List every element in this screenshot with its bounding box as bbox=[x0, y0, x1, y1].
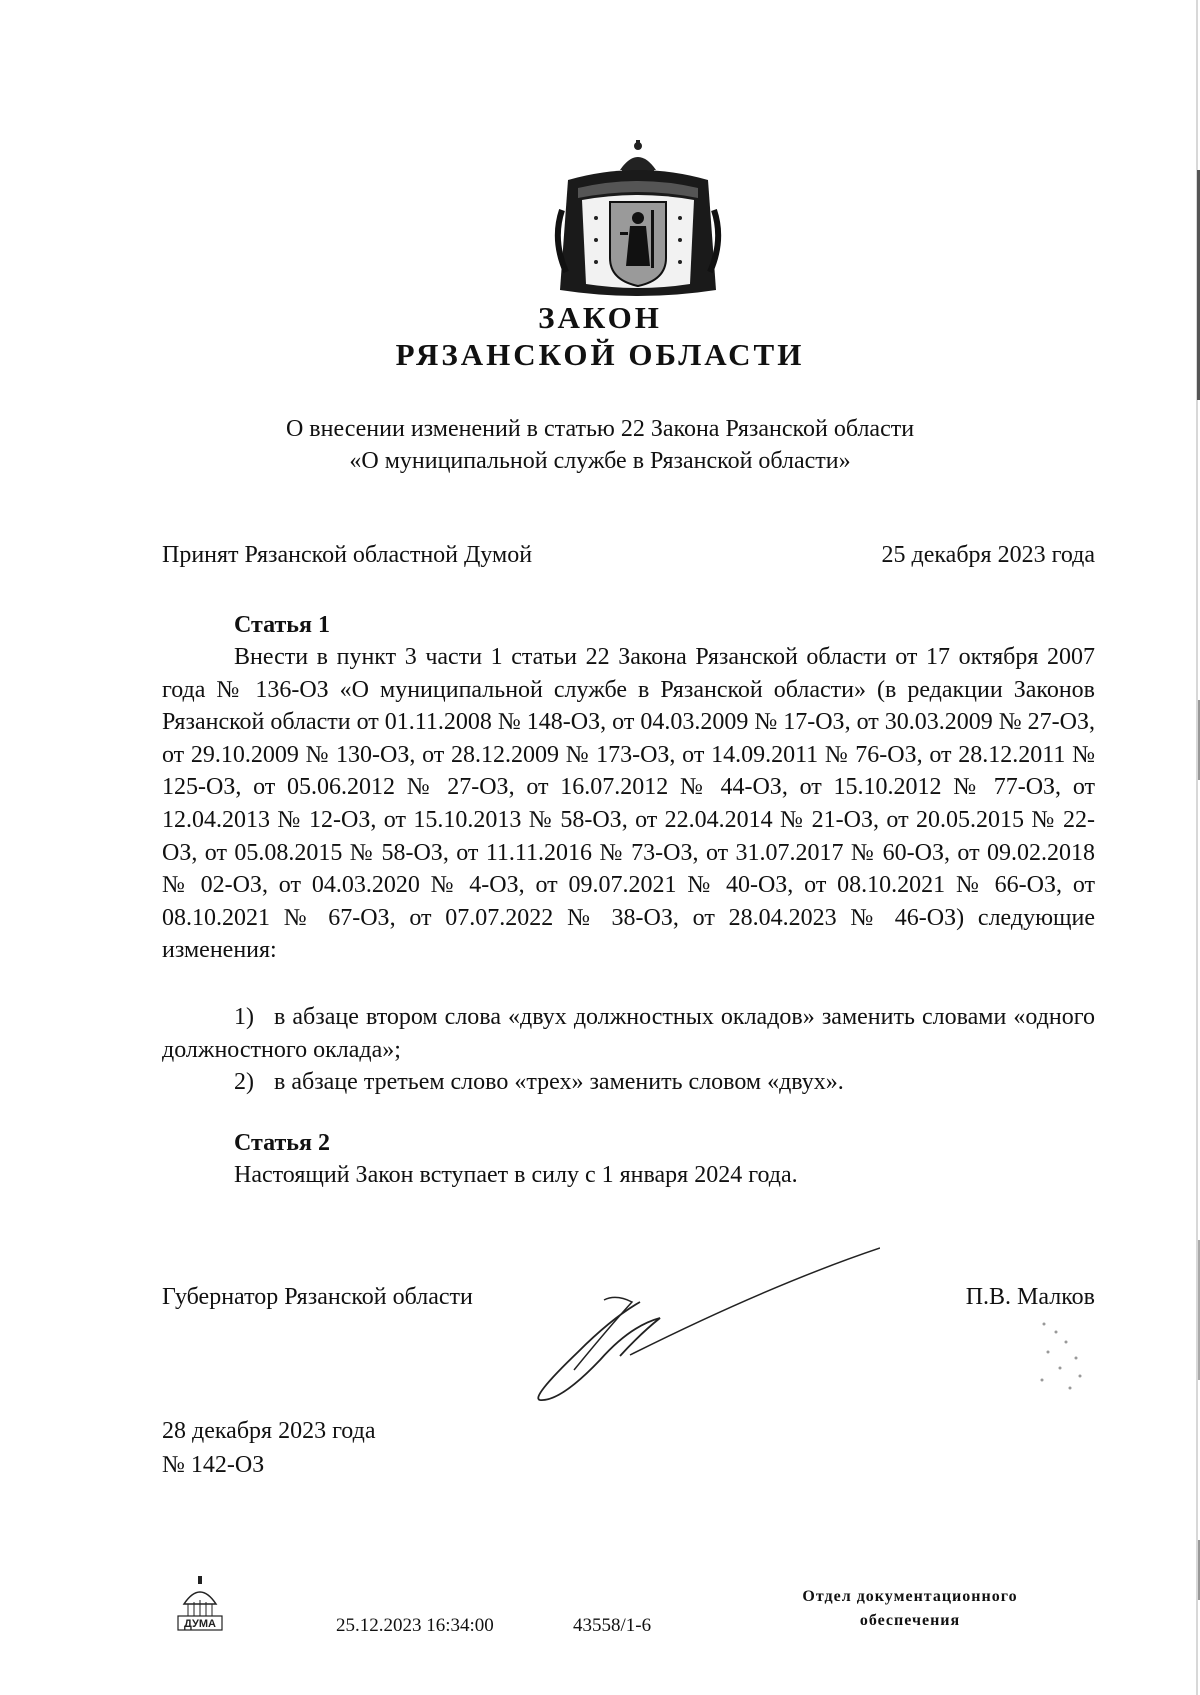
signatory-position: Губернатор Рязанской области bbox=[162, 1284, 473, 1310]
document-title-region: РЯЗАНСКОЙ ОБЛАСТИ bbox=[395, 337, 805, 372]
signing-info bbox=[162, 1414, 375, 1482]
item-text: в абзаце третьем слово «трех» заменить словом «двух». bbox=[274, 1069, 844, 1095]
duma-logo-icon bbox=[170, 1574, 230, 1632]
department-stamp bbox=[760, 1585, 1060, 1633]
article-2-heading: Статья 2 bbox=[234, 1130, 330, 1156]
handwritten-signature bbox=[520, 1230, 880, 1410]
law-number: № 142-ОЗ bbox=[162, 1452, 265, 1478]
adopted-by: Принят Рязанской областной Думой bbox=[162, 542, 533, 568]
article-1-text: Внести в пункт 3 части 1 статьи 22 Закона Рязанской области от 17 октября 2007 года № 136-ОЗ «О муниципальной службе в Рязанской области» (в редакции Законов Рязанской области от 01.11.2008 № 148-ОЗ, от 04.03.2009 № 17-ОЗ, от 30.03.2009 № 27-ОЗ, от 29.10.2009 № 130-ОЗ, от 28.12.2009 № 173-ОЗ, от 14.09.2011 № 76-ОЗ, от 28.12.2011 № 125-ОЗ, от 05.06.2012 № 27-ОЗ, от 16.07.2012 № 44-ОЗ, от 15.10.2012 № 77-ОЗ, от 12.04.2013 № 12-ОЗ, от 15.10.2013 № 58-ОЗ, от 22.04.2014 № 21-ОЗ, от 20.05.2015 № 22-ОЗ, от 05.08.2015 № 58-ОЗ, от 11.11.2016 № 73-ОЗ, от 31.07.2017 № 60-ОЗ, от 09.02.2018 № 02-ОЗ, от 04.03.2020 № 4-ОЗ, от 09.07.2021 № 40-ОЗ, от 08.10.2021 № 66-ОЗ, от 08.10.2021 № 67-ОЗ, от 07.07.2022 № 38-ОЗ, от 28.04.2023 № 46-ОЗ) следующие изменения: bbox=[162, 644, 1095, 964]
coat-of-arms-emblem bbox=[548, 140, 728, 305]
department-line-1: Отдел документационного bbox=[802, 1588, 1018, 1605]
registration-number: 43558/1-6 bbox=[573, 1615, 652, 1636]
subtitle-line-1: О внесении изменений в статью 22 Закона Рязанской области bbox=[285, 416, 915, 442]
faint-stamp-mark bbox=[1036, 1318, 1086, 1398]
signatory-name: П.В. Малков bbox=[965, 1284, 1095, 1310]
document-title: ЗАКОН bbox=[538, 300, 662, 335]
article-2-text: Настоящий Закон вступает в силу с 1 января 2024 года. bbox=[234, 1162, 798, 1188]
adopted-date: 25 декабря 2023 года bbox=[881, 542, 1095, 568]
article-1-heading: Статья 1 bbox=[234, 612, 330, 638]
article-1-item-2 bbox=[162, 1066, 1095, 1099]
scan-edge-artifact bbox=[1186, 0, 1200, 1695]
item-number: 1) bbox=[234, 1004, 254, 1030]
law-subtitle bbox=[200, 413, 1000, 477]
signing-date: 28 декабря 2023 года bbox=[162, 1418, 376, 1444]
item-text: в абзаце втором слова «двух должностных окладов» заменить словами «одного должностного оклада»; bbox=[162, 1004, 1095, 1063]
department-line-2: обеспечения bbox=[859, 1612, 961, 1629]
adoption-row bbox=[162, 542, 1095, 569]
article-1-item-1 bbox=[162, 1001, 1095, 1066]
item-number: 2) bbox=[234, 1069, 254, 1095]
svg-text:ДУМА: ДУМА bbox=[184, 1618, 216, 1630]
subtitle-line-2: «О муниципальной службе в Рязанской области» bbox=[349, 448, 851, 474]
registration-timestamp: 25.12.2023 16:34:00 bbox=[336, 1615, 494, 1636]
